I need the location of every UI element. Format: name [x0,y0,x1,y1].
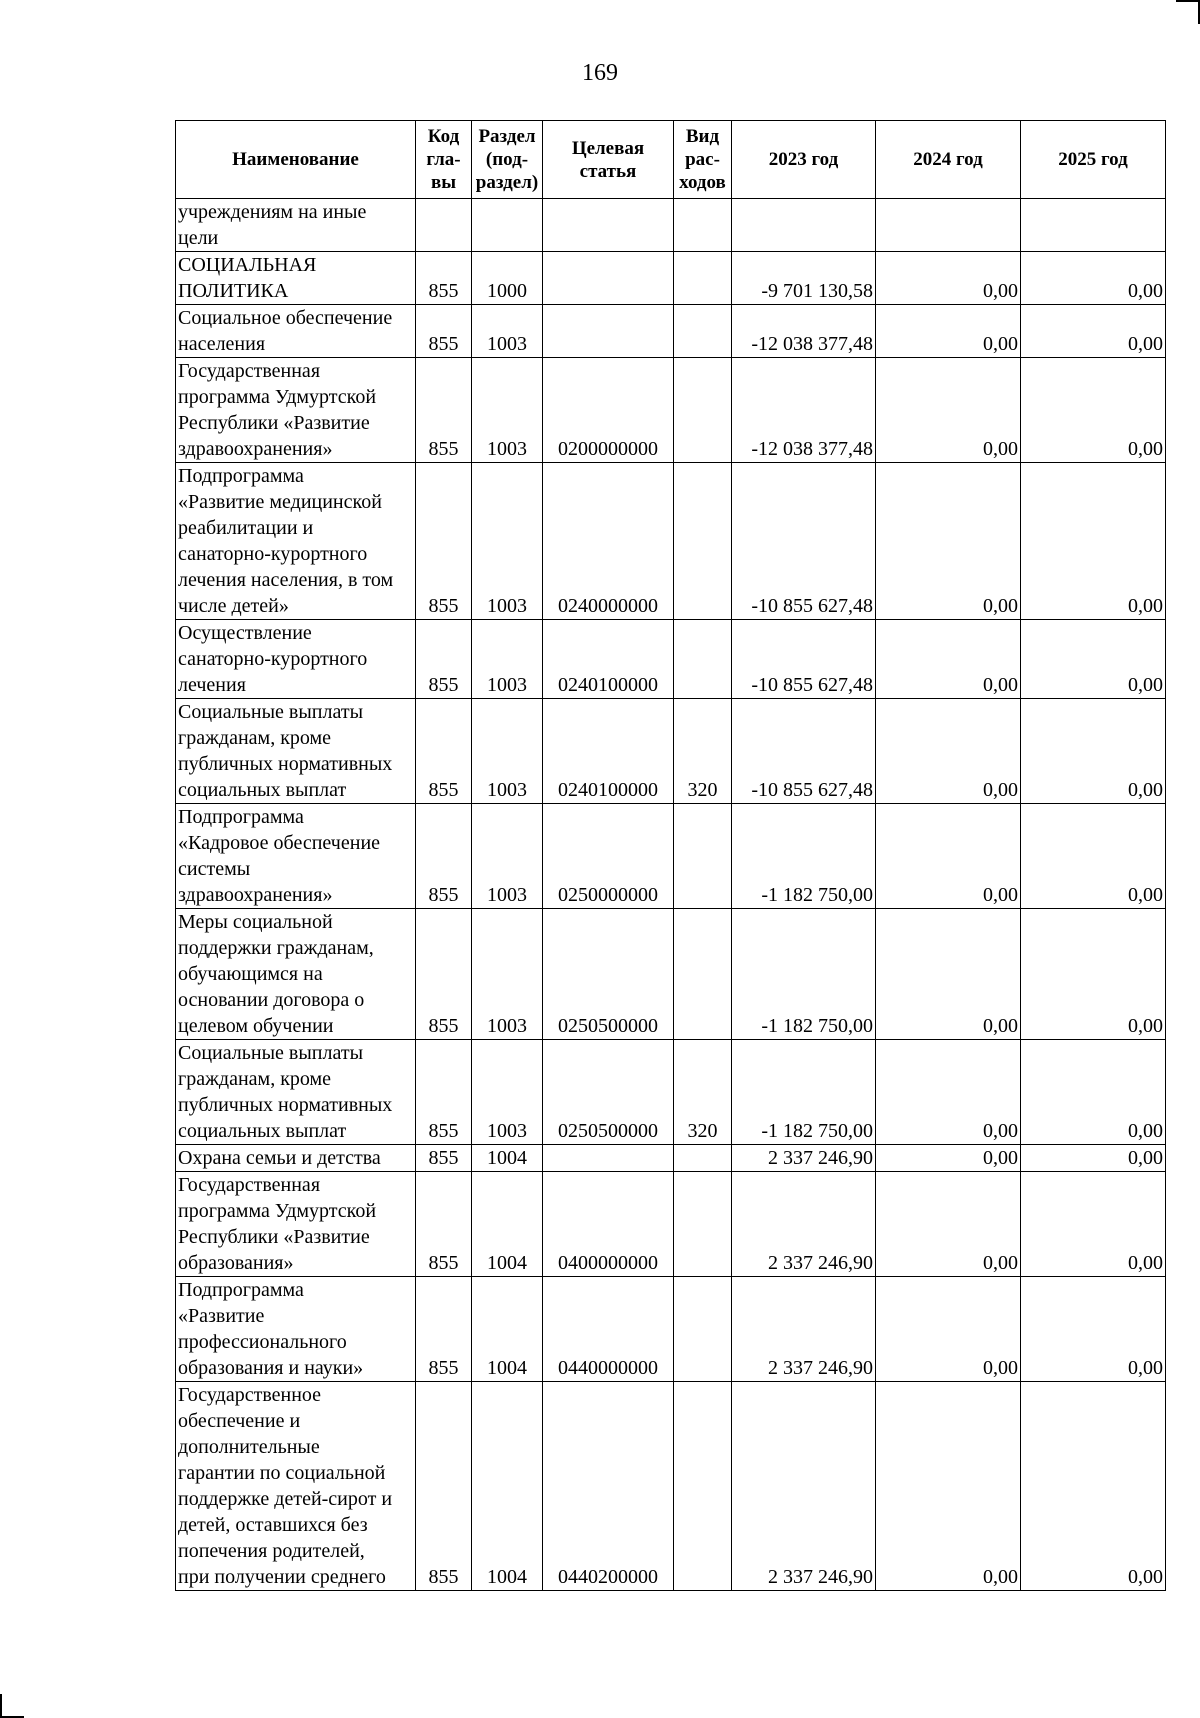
cell-chapter-code: 855 [416,1277,472,1382]
cell-target-article: 0400000000 [543,1172,674,1277]
cell-name-line: «Развитие [178,1305,265,1327]
cell-name [176,199,416,252]
cell-name-line: образования» [178,1252,294,1274]
cell-chapter-code: 855 [416,1040,472,1145]
cell-chapter-code: 855 [416,305,472,358]
cell-name [176,1172,416,1277]
cell-chapter-code: 855 [416,620,472,699]
cell-name-line: числе детей» [178,595,289,617]
cell-target-article: 0440200000 [543,1382,674,1591]
cell-chapter-code: 855 [416,1382,472,1591]
cell-name-line: Государственная [178,360,321,382]
cell-section: 1004 [472,1172,543,1277]
header-2023: 2023 год [732,121,876,199]
cell-2023: 2 337 246,90 [732,1145,876,1172]
cell-name-line: Социальные выплаты [178,701,364,723]
cell-2024: 0,00 [876,699,1021,804]
cell-name-line: «Развитие медицинской [178,491,382,513]
cell-section: 1004 [472,1145,543,1172]
cell-expense-type [674,1145,732,1172]
cell-target-article: 0440000000 [543,1277,674,1382]
cell-name-line: учреждениям на иные [178,201,367,223]
cell-name-line: поддержки гражданам, [178,937,374,959]
cell-name [176,620,416,699]
cell-target-article [543,1145,674,1172]
cell-chapter-code: 855 [416,699,472,804]
cell-2025: 0,00 [1021,620,1166,699]
cell-section: 1003 [472,1040,543,1145]
table-row [176,620,1166,699]
table-row [176,699,1166,804]
cell-2024: 0,00 [876,804,1021,909]
cell-chapter-code: 855 [416,252,472,305]
cell-name [176,1382,416,1591]
cell-2023: -10 855 627,48 [732,620,876,699]
cell-name-line: санаторно-курортного [178,543,368,565]
cell-2023: -12 038 377,48 [732,305,876,358]
cell-2023: -10 855 627,48 [732,463,876,620]
cell-name-line: реабилитации и [178,517,314,539]
cell-2024: 0,00 [876,1145,1021,1172]
cell-name-line: Подпрограмма [178,1279,304,1301]
cell-2025: 0,00 [1021,463,1166,620]
table-row [176,1382,1166,1591]
cell-name-line: Государственное [178,1384,322,1406]
cell-name-line: основании договора о [178,989,365,1011]
cell-target-article: 0240100000 [543,699,674,804]
table-body [176,199,1166,1591]
cell-name-line: Меры социальной [178,911,333,933]
budget-table [175,120,1166,1591]
cell-target-article [543,305,674,358]
table-row [176,305,1166,358]
cell-name-line: СОЦИАЛЬНАЯ [178,254,317,276]
cell-name [176,1277,416,1382]
cell-section: 1003 [472,620,543,699]
cell-2023: 2 337 246,90 [732,1277,876,1382]
header-name: Наименование [176,121,416,199]
cell-2023: -10 855 627,48 [732,699,876,804]
cell-2024 [876,199,1021,252]
cell-target-article [543,252,674,305]
cell-name-line: Подпрограмма [178,806,304,828]
cell-expense-type [674,804,732,909]
cell-chapter-code: 855 [416,1145,472,1172]
cell-name-line: обеспечение и [178,1410,301,1432]
cell-name-line: Республики «Развитие [178,1226,370,1248]
header-section: Раздел (под- раздел) [472,121,543,199]
cell-expense-type [674,620,732,699]
cell-name-line: Социальное обеспечение [178,307,393,329]
table-row [176,909,1166,1040]
table-row [176,1172,1166,1277]
cell-expense-type [674,199,732,252]
cell-name [176,463,416,620]
cell-chapter-code: 855 [416,804,472,909]
cell-name-line: Государственная [178,1174,321,1196]
cell-chapter-code: 855 [416,909,472,1040]
cell-target-article: 0250000000 [543,804,674,909]
cell-2023: -1 182 750,00 [732,909,876,1040]
cell-2025: 0,00 [1021,699,1166,804]
cell-name-line: публичных нормативных [178,1094,393,1116]
cell-2024: 0,00 [876,1040,1021,1145]
cell-expense-type [674,909,732,1040]
cell-2024: 0,00 [876,620,1021,699]
cell-name [176,305,416,358]
cell-name [176,804,416,909]
cell-section: 1000 [472,252,543,305]
table-row [176,463,1166,620]
cell-name-line: санаторно-курортного [178,648,368,670]
scan-border-corner [0,1694,24,1718]
cell-2024: 0,00 [876,1382,1021,1591]
cell-chapter-code: 855 [416,358,472,463]
cell-expense-type [674,358,732,463]
cell-2025: 0,00 [1021,305,1166,358]
cell-name-line: гражданам, кроме [178,1068,332,1090]
cell-2025: 0,00 [1021,358,1166,463]
cell-2025: 0,00 [1021,909,1166,1040]
table-row [176,1145,1166,1172]
cell-2025: 0,00 [1021,1277,1166,1382]
cell-name-line: дополнительные [178,1436,320,1458]
cell-2023: -1 182 750,00 [732,804,876,909]
cell-target-article [543,199,674,252]
cell-2024: 0,00 [876,909,1021,1040]
cell-2023 [732,199,876,252]
cell-expense-type [674,1172,732,1277]
cell-section [472,199,543,252]
cell-target-article: 0250500000 [543,909,674,1040]
cell-name-line: целевом обучении [178,1015,334,1037]
header-2024: 2024 год [876,121,1021,199]
cell-2024: 0,00 [876,252,1021,305]
cell-target-article: 0250500000 [543,1040,674,1145]
page-number: 169 [582,60,618,86]
cell-target-article: 0200000000 [543,358,674,463]
cell-name [176,252,416,305]
cell-2025 [1021,199,1166,252]
cell-name-line: населения [178,333,266,355]
cell-name-line: Республики «Развитие [178,412,370,434]
cell-name-line: поддержке детей-сирот и [178,1488,393,1510]
cell-name [176,1145,416,1172]
cell-name-line: образования и науки» [178,1357,364,1379]
cell-section: 1003 [472,804,543,909]
table-row [176,358,1166,463]
cell-2025: 0,00 [1021,1382,1166,1591]
cell-name-line: социальных выплат [178,1120,347,1142]
cell-2025: 0,00 [1021,1172,1166,1277]
cell-name-line: программа Удмуртской [178,1200,377,1222]
cell-chapter-code: 855 [416,1172,472,1277]
cell-2025: 0,00 [1021,804,1166,909]
table-header-row [176,121,1166,199]
cell-expense-type [674,1382,732,1591]
cell-2025: 0,00 [1021,1040,1166,1145]
header-target-article: Целевая статья [543,121,674,199]
cell-2025: 0,00 [1021,252,1166,305]
cell-name-line: здравоохранения» [178,438,333,460]
cell-section: 1003 [472,305,543,358]
cell-2023: 2 337 246,90 [732,1382,876,1591]
cell-name-line: программа Удмуртской [178,386,377,408]
cell-name-line: детей, оставшихся без [178,1514,368,1536]
cell-section: 1004 [472,1277,543,1382]
table-row [176,1040,1166,1145]
cell-name-line: системы [178,858,251,880]
cell-name-line: Социальные выплаты [178,1042,364,1064]
cell-target-article: 0240000000 [543,463,674,620]
table-row [176,804,1166,909]
cell-expense-type: 320 [674,1040,732,1145]
cell-name-line: «Кадровое обеспечение [178,832,381,854]
cell-name-line: социальных выплат [178,779,347,801]
header-chapter-code: Код гла- вы [416,121,472,199]
cell-name [176,909,416,1040]
cell-2024: 0,00 [876,1172,1021,1277]
cell-2024: 0,00 [876,1277,1021,1382]
cell-name [176,1040,416,1145]
cell-expense-type [674,463,732,620]
cell-2023: -12 038 377,48 [732,358,876,463]
cell-name-line: лечения населения, в том [178,569,394,591]
cell-expense-type: 320 [674,699,732,804]
cell-2023: -1 182 750,00 [732,1040,876,1145]
cell-name-line: Осуществление [178,622,312,644]
cell-name-line: гарантии по социальной [178,1462,386,1484]
cell-chapter-code: 855 [416,463,472,620]
cell-target-article: 0240100000 [543,620,674,699]
cell-expense-type [674,305,732,358]
cell-expense-type [674,1277,732,1382]
cell-name-line: гражданам, кроме [178,727,332,749]
cell-name [176,358,416,463]
cell-name-line: ПОЛИТИКА [178,280,289,302]
cell-section: 1003 [472,358,543,463]
cell-2023: 2 337 246,90 [732,1172,876,1277]
cell-2025: 0,00 [1021,1145,1166,1172]
table-row [176,199,1166,252]
cell-section: 1004 [472,1382,543,1591]
cell-name-line: обучающимся на [178,963,323,985]
cell-section: 1003 [472,463,543,620]
cell-name-line: профессионального [178,1331,347,1353]
cell-2024: 0,00 [876,305,1021,358]
scan-border-corner [1176,0,1200,24]
cell-name-line: здравоохранения» [178,884,333,906]
cell-2024: 0,00 [876,358,1021,463]
cell-section: 1003 [472,699,543,804]
table-row [176,252,1166,305]
cell-section: 1003 [472,909,543,1040]
cell-name-line: Подпрограмма [178,465,304,487]
cell-name-line: Охрана семьи и детства [178,1147,381,1169]
cell-name-line: попечения родителей, [178,1540,365,1562]
cell-expense-type [674,252,732,305]
cell-name [176,699,416,804]
cell-name-line: цели [178,227,219,249]
cell-name-line: публичных нормативных [178,753,393,775]
cell-name-line: лечения [178,674,246,696]
header-expense-type: Вид рас- ходов [674,121,732,199]
cell-chapter-code [416,199,472,252]
table-row [176,1277,1166,1382]
cell-name-line: при получении среднего [178,1566,386,1588]
cell-2024: 0,00 [876,463,1021,620]
header-2025: 2025 год [1021,121,1166,199]
cell-2023: -9 701 130,58 [732,252,876,305]
